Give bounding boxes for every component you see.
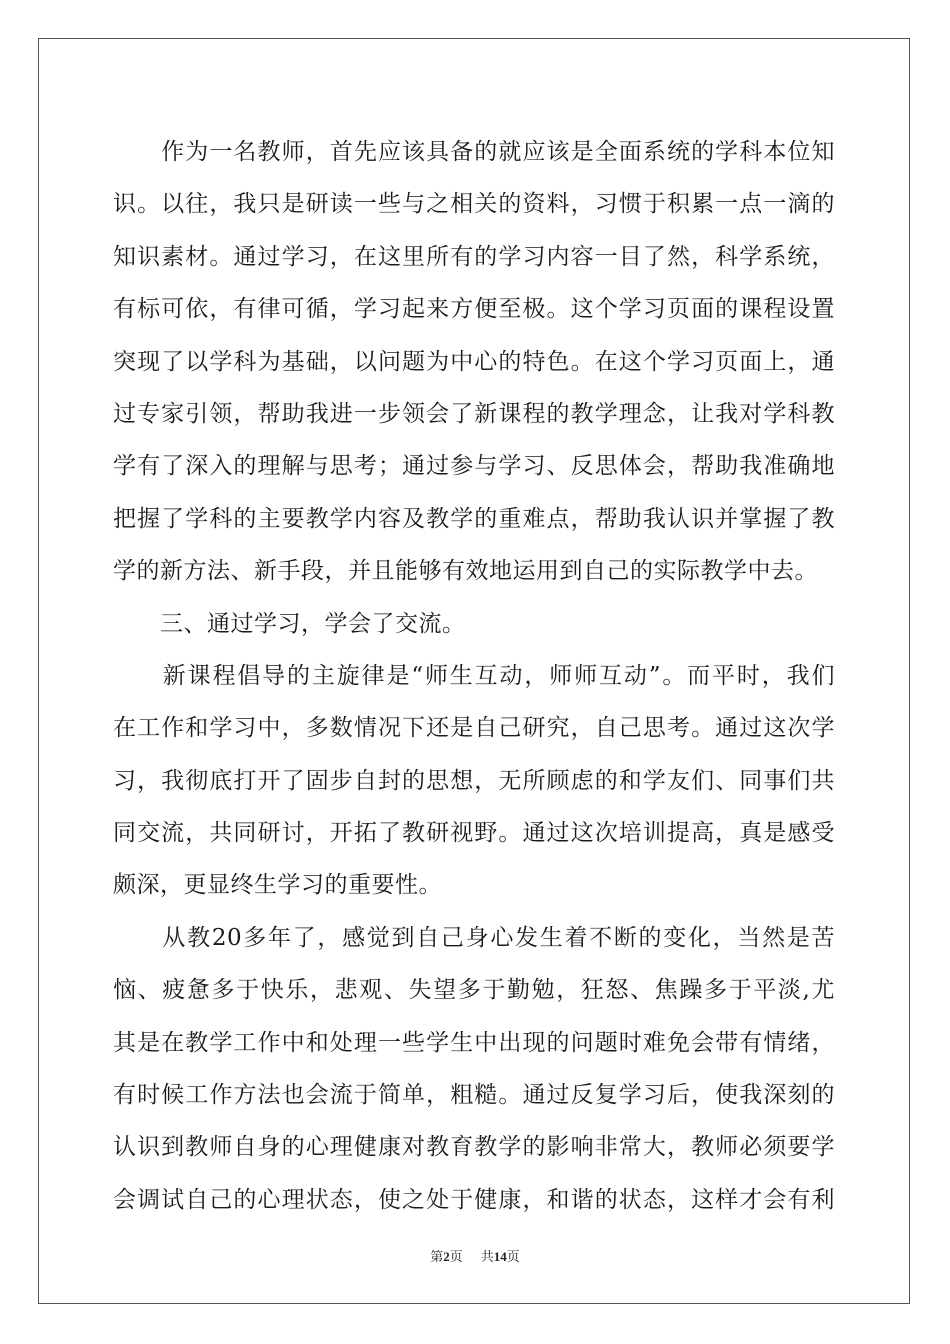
text-line: 识。以往，我只是研读一些与之相关的资料，习惯于积累一点一滴的 bbox=[113, 191, 835, 218]
total-label-prefix: 共 bbox=[480, 1249, 494, 1264]
text-line: 知识素材。通过学习，在这里所有的学习内容一目了然，科学系统， bbox=[113, 243, 835, 270]
text-line: 学有了深入的理解与思考；通过参与学习、反思体会，帮助我准确地 bbox=[113, 453, 835, 480]
text-line: 突现了以学科为基础，以问题为中心的特色。在这个学习页面上，通 bbox=[113, 348, 835, 375]
current-page-number: 2 bbox=[443, 1249, 450, 1264]
text-line: 有时候工作方法也会流于简单，粗糙。通过反复学习后，使我深刻的 bbox=[113, 1082, 835, 1109]
text-line: 同交流，共同研讨，开拓了教研视野。通过这次培训提高，真是感受 bbox=[113, 820, 835, 847]
page-label-prefix: 第 bbox=[430, 1249, 444, 1264]
document-body bbox=[113, 126, 835, 1226]
text-line: 有标可依，有律可循，学习起来方便至极。这个学习页面的课程设置 bbox=[113, 296, 835, 323]
text-line: 认识到教师自身的心理健康对教育教学的影响非常大，教师必须要学 bbox=[113, 1134, 835, 1161]
text-line: 其是在教学工作中和处理一些学生中出现的问题时难免会带有情绪， bbox=[113, 1029, 835, 1056]
page-label-suffix: 页 bbox=[449, 1249, 463, 1264]
text-line: 新课程倡导的主旋律是“师生互动，师师互动”。而平时，我们 bbox=[113, 662, 835, 689]
page-footer bbox=[0, 1246, 950, 1265]
text-line: 过专家引领，帮助我进一步领会了新课程的教学理念，让我对学科教 bbox=[113, 400, 835, 427]
text-line: 习，我彻底打开了固步自封的思想，无所顾虑的和学友们、同事们共 bbox=[113, 767, 835, 794]
text-line: 作为一名教师，首先应该具备的就应该是全面系统的学科本位知 bbox=[113, 139, 835, 165]
text-line: 三、通过学习，学会了交流。 bbox=[113, 610, 466, 637]
text-line: 学的新方法、新手段，并且能够有效地运用到自己的实际教学中去。 bbox=[113, 558, 818, 585]
text-line: 在工作和学习中，多数情况下还是自己研究，自己思考。通过这次学 bbox=[113, 715, 835, 742]
text-line: 颇深，更显终生学习的重要性。 bbox=[113, 872, 442, 899]
text-line: 把握了学科的主要教学内容及教学的重难点，帮助我认识并掌握了教 bbox=[113, 505, 835, 532]
text-line: 从教20多年了，感觉到自己身心发生着不断的变化，当然是苦 bbox=[113, 924, 835, 951]
text-line: 恼、疲惫多于快乐，悲观、失望多于勤勉，狂怒、焦躁多于平淡,尤 bbox=[113, 977, 835, 1004]
total-pages-number: 14 bbox=[493, 1249, 507, 1264]
text-line: 会调试自己的心理状态，使之处于健康，和谐的状态，这样才会有利 bbox=[113, 1186, 835, 1213]
total-label-suffix: 页 bbox=[506, 1249, 520, 1264]
